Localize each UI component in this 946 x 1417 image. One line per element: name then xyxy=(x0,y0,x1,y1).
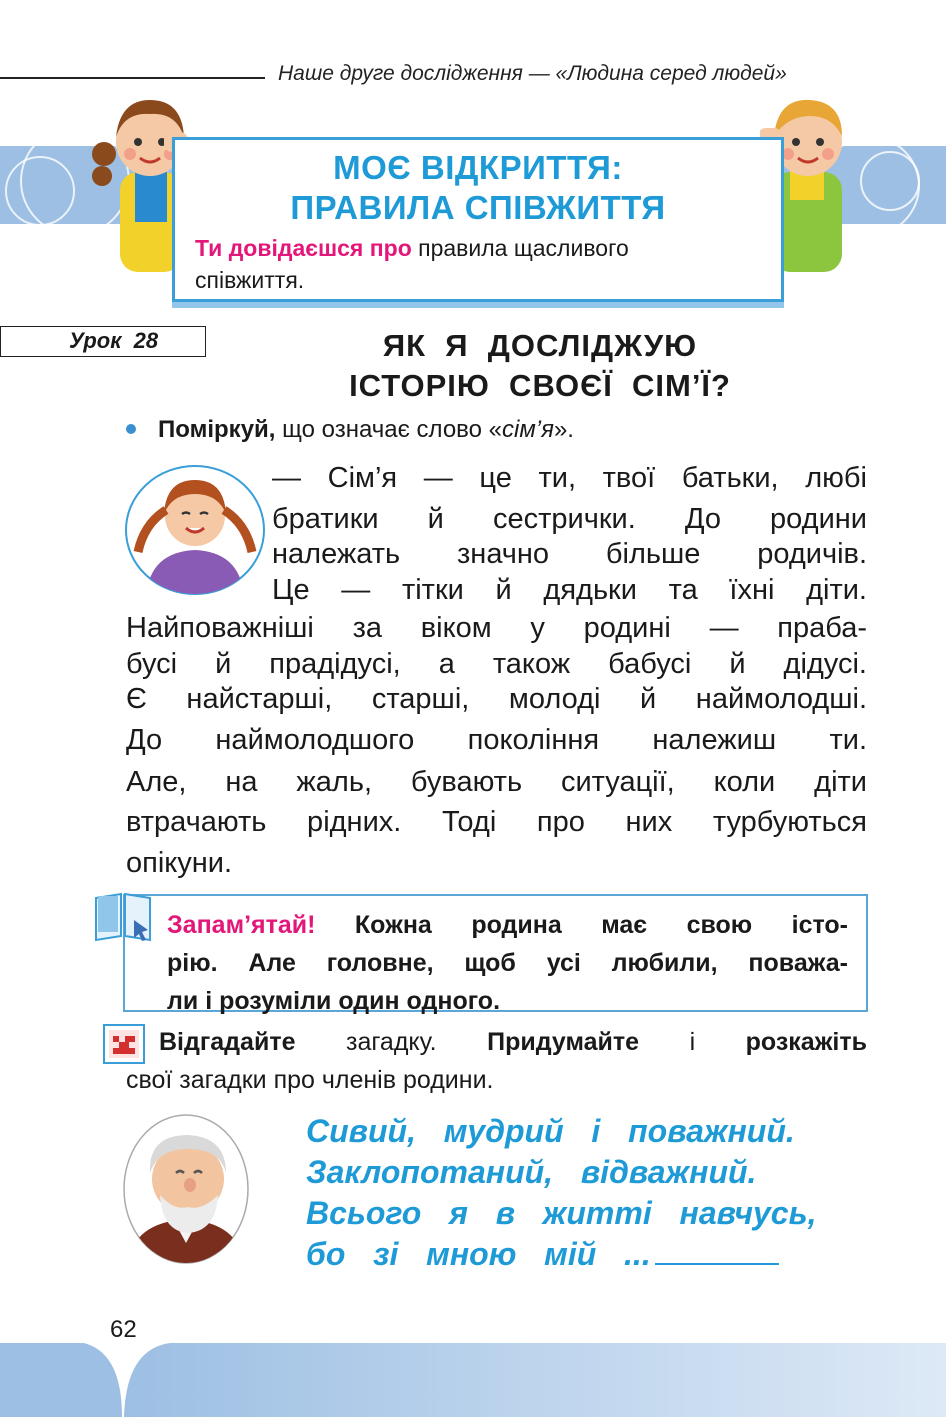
body-line-3: належать значно більше родичів. xyxy=(272,538,867,570)
body-line-6: бусі й прадідусі, а також бабусі й дідусі. xyxy=(126,648,867,680)
running-title: Наше друге дослідження — «Людина серед людей» xyxy=(278,62,787,85)
lesson-title-line1: ЯК Я ДОСЛІДЖУЮ xyxy=(382,328,698,363)
lesson-title xyxy=(240,326,840,406)
remember-line-1 xyxy=(167,906,848,944)
answer-blank xyxy=(655,1235,779,1265)
task-bold-2: Придумайте xyxy=(487,1028,640,1056)
lead-text: правила щасливого xyxy=(411,235,629,261)
task-bold-1: Відгадайте xyxy=(159,1028,296,1056)
lesson-label: Урок 28 xyxy=(0,326,206,357)
body-line-9: Але, на жаль, бувають ситуації, коли діти xyxy=(126,766,867,798)
remember-label: Запам’ятай! xyxy=(167,911,316,939)
discovery-title-line1: МОЄ ВІДКРИТТЯ: xyxy=(333,149,623,186)
task-bold-3: розкажіть xyxy=(745,1028,867,1056)
footer-band xyxy=(0,1343,946,1417)
lesson-title-line2: ІСТОРІЮ СВОЄЇ СІМ’Ї? xyxy=(349,368,731,403)
task-line-2: свої загадки про членів родини. xyxy=(126,1066,494,1094)
body-line-5: Найповажніші за віком у родині — праба- xyxy=(126,612,867,644)
prompt-word: сім’я xyxy=(502,416,554,443)
remember-text-1: Кожна родина має свою істо- xyxy=(315,911,848,939)
remember-box xyxy=(123,894,868,1015)
body-line-2: братики й сестрички. До родини xyxy=(272,503,867,535)
riddle-line-2: Заклопотаний, відважний. xyxy=(306,1154,757,1190)
discovery-lead xyxy=(175,232,781,296)
lead-highlight: Ти довідаєшся про xyxy=(195,235,412,261)
header-rule xyxy=(0,77,265,79)
discovery-title-line2: ПРАВИЛА СПІВЖИТТЯ xyxy=(290,189,666,226)
riddle-line-1: Сивий, мудрий і поважний. xyxy=(306,1113,795,1149)
riddle-line-3: Всього я в житті навчусь, xyxy=(306,1195,817,1231)
remember-line-3: ли і розуміли один одного. xyxy=(167,987,501,1015)
prompt-text-end: ». xyxy=(553,416,574,443)
riddle-line-4-text: бо зі мною мій ... xyxy=(306,1236,651,1272)
body-line-4: Це — тітки й дядьки та їхні діти. xyxy=(272,574,867,606)
body-line-7: Є найстарші, старші, молоді й наймолодші. xyxy=(126,683,867,715)
task-line-1 xyxy=(159,1026,867,1058)
group-task-icon xyxy=(103,1024,145,1064)
body-line-8: До наймолодшого покоління належиш ти. xyxy=(126,724,867,756)
task-text-1: загадку. xyxy=(295,1028,488,1056)
girl-portrait-illustration xyxy=(124,464,266,596)
prompt-line xyxy=(126,416,574,444)
discovery-box xyxy=(172,137,784,302)
prompt-text: що означає слово « xyxy=(275,416,503,443)
body-line-1: — Сім’я — це ти, твої батьки, любі xyxy=(272,462,867,494)
riddle-poem xyxy=(306,1111,816,1275)
open-book-icon xyxy=(92,890,154,942)
prompt-bold: Поміркуй, xyxy=(158,416,276,443)
body-line-10: втрачають рідних. Тоді про них турбуються xyxy=(126,806,867,838)
page-number: 62 xyxy=(110,1316,137,1343)
grandpa-portrait-illustration xyxy=(122,1113,250,1265)
discovery-title xyxy=(175,148,781,228)
riddle-line-4 xyxy=(306,1234,816,1275)
body-line-11: опікуни. xyxy=(126,847,233,879)
remember-line-2: рію. Але головне, щоб усі любили, поважа- xyxy=(167,949,848,977)
task-text-2: і xyxy=(639,1028,746,1056)
bullet-dot-icon xyxy=(126,424,136,434)
lead-text-end: співжиття. xyxy=(195,267,305,293)
